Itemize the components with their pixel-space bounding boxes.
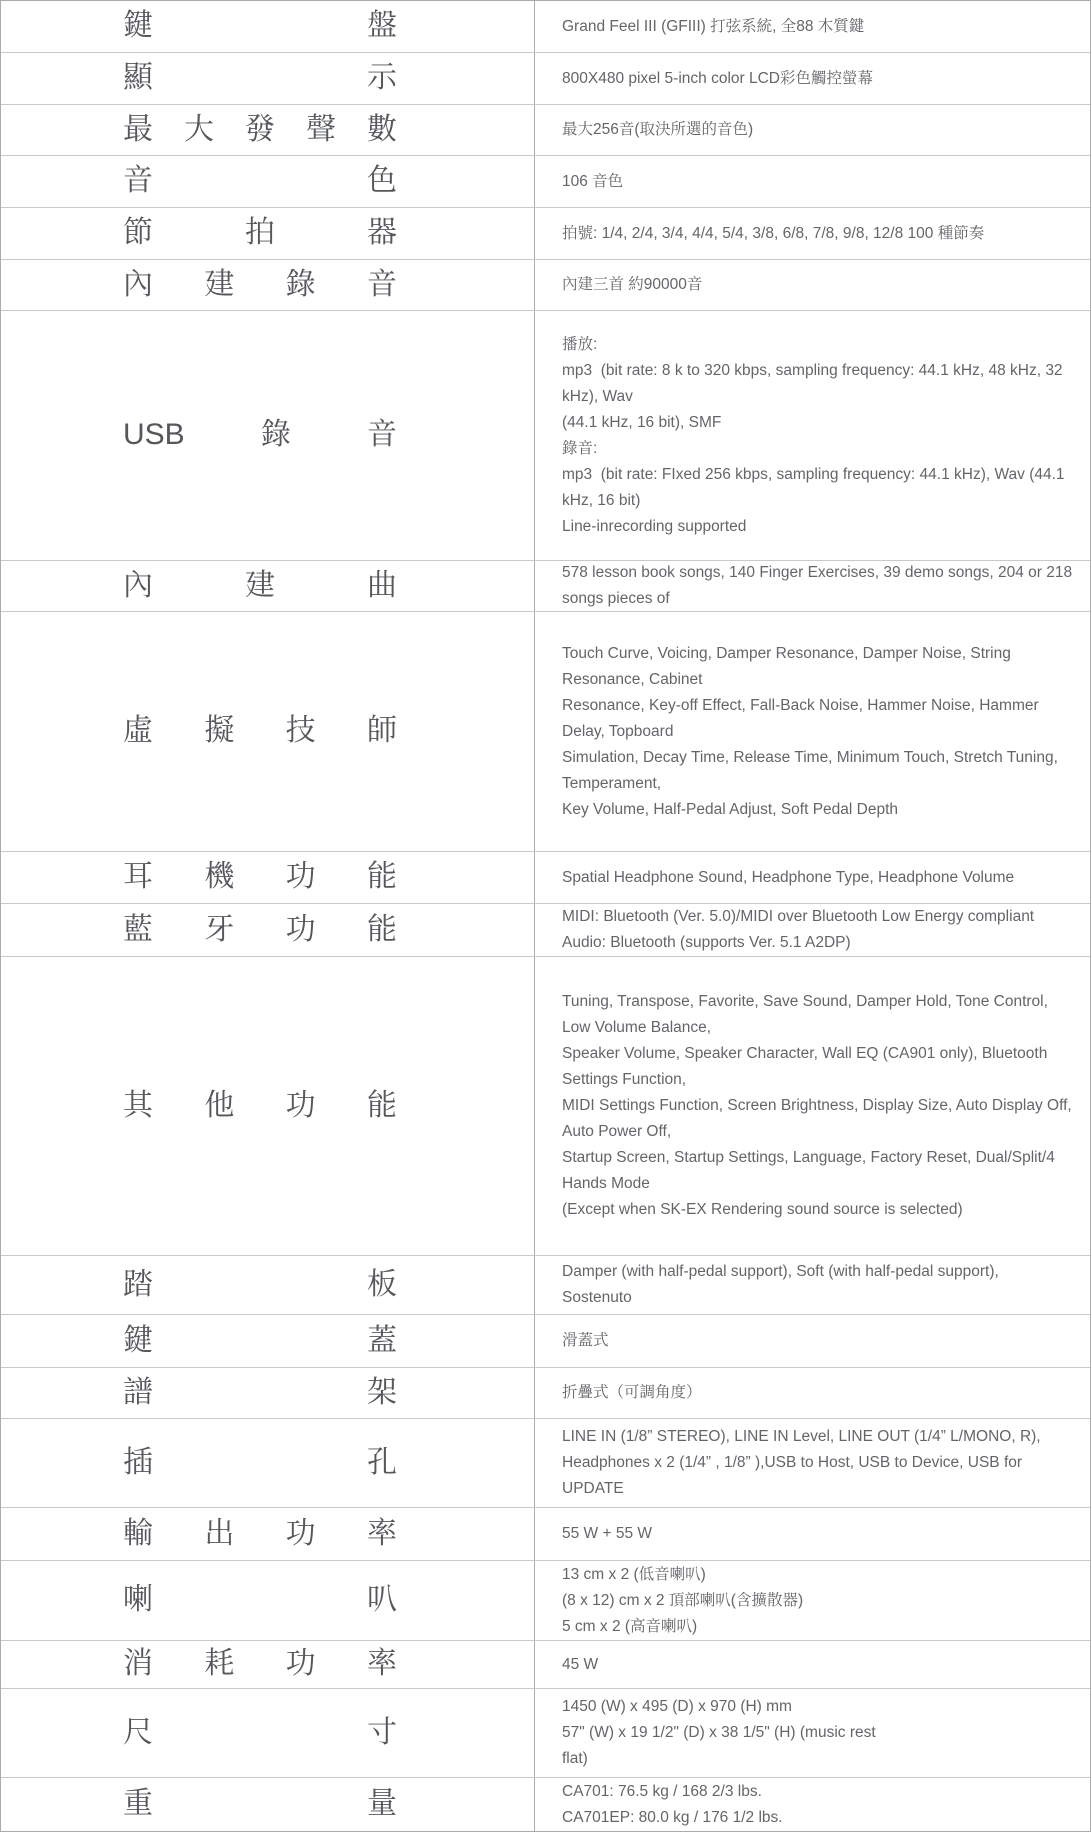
label-char: 盤 [367, 9, 397, 43]
label-char: 他 [204, 1088, 235, 1122]
spec-label [123, 1376, 397, 1411]
table-row [1, 1778, 1090, 1831]
spec-value-line: Resonance, Cabinet [562, 670, 703, 688]
table-row [1, 852, 1090, 904]
table-row [1, 311, 1090, 561]
spec-value-line: 1450 (W) x 495 (D) x 970 (H) mm [562, 1698, 792, 1715]
spec-value-cell [535, 957, 1090, 1255]
label-char: 出 [204, 1516, 235, 1550]
label-char: 能 [366, 860, 397, 894]
table-row [1, 1256, 1090, 1315]
label-char: 音 [366, 267, 397, 301]
spec-value-cell [535, 53, 1090, 104]
spec-label-cell [1, 904, 535, 956]
label-char: 功 [285, 1088, 316, 1122]
spec-value-line: MIDI Settings Function, Screen Brightness, Display Size, Auto Display Off, [562, 1097, 1072, 1114]
spec-label-cell [1, 852, 535, 903]
spec-value-line: 13 cm x 2 (低音喇叭) [562, 1565, 706, 1583]
spec-value-cell [535, 1641, 1090, 1688]
label-char: 建 [245, 568, 275, 602]
table-row [1, 1419, 1090, 1508]
table-row [1, 612, 1090, 852]
spec-value-line: kHz, 16 bit) [562, 491, 641, 509]
spec-label [123, 1716, 397, 1751]
spec-value-line: 滑蓋式 [562, 1332, 609, 1349]
table-row [1, 561, 1090, 612]
label-char: 內 [123, 267, 153, 301]
label-char: 最 [123, 112, 153, 146]
spec-label [123, 9, 397, 44]
label-char: 寸 [367, 1715, 397, 1749]
spec-value-line: 最大256音(取決所選的音色) [562, 121, 754, 138]
spec-value-cell [535, 904, 1090, 956]
spec-value-line: Speaker Volume, Speaker Character, Wall EQ (CA901 only), Bluetooth [562, 1045, 1048, 1062]
label-char: 叭 [367, 1583, 397, 1617]
spec-label [123, 569, 397, 604]
spec-value-line: 45 W [562, 1655, 599, 1673]
spec-value-cell [535, 1, 1090, 52]
spec-label-cell [1, 1419, 535, 1507]
label-char: 喇 [123, 1583, 153, 1617]
spec-value-line: 拍號: 1/4, 2/4, 3/4, 4/4, 5/4, 3/8, 6/8, 7/8, 9/8, 12/8 100 種節奏 [562, 224, 985, 242]
table-row [1, 156, 1090, 208]
spec-value-cell [535, 1315, 1090, 1367]
label-char: 藍 [123, 912, 153, 946]
label-char: 數 [367, 112, 397, 146]
label-char: 錄 [285, 267, 316, 301]
spec-value-cell [535, 1778, 1090, 1831]
table-row [1, 208, 1090, 260]
label-char: 蓋 [367, 1323, 397, 1357]
spec-label [123, 1268, 397, 1303]
spec-value-line: (44.1 kHz, 16 bit), SMF [562, 413, 722, 431]
spec-value-cell [535, 852, 1090, 903]
spec-label [123, 1647, 397, 1682]
spec-value-line: 55 W + 55 W [562, 1525, 653, 1542]
label-char: 聲 [306, 112, 336, 146]
spec-value-line: Audio: Bluetooth (supports Ver. 5.1 A2DP) [562, 934, 851, 951]
label-char: 拍 [245, 216, 275, 250]
label-char: 插 [123, 1445, 153, 1479]
spec-label-cell [1, 311, 535, 560]
label-char: 功 [285, 912, 316, 946]
spec-label-cell [1, 53, 535, 104]
label-char: 架 [367, 1375, 397, 1409]
label-char: 音 [367, 418, 397, 452]
spec-value-line: 折疊式（可調角度） [562, 1384, 702, 1401]
spec-value-line: Spatial Headphone Sound, Headphone Type, Headphone Volume [562, 868, 1015, 886]
spec-value-cell [535, 1689, 1090, 1777]
label-char: 功 [285, 1647, 316, 1681]
spec-value-line: CA701EP: 80.0 kg / 176 1/2 lbs. [562, 1808, 783, 1826]
spec-label [123, 418, 397, 453]
spec-value-line: UPDATE [562, 1480, 624, 1497]
spec-label [123, 714, 397, 749]
spec-value-cell [535, 260, 1090, 310]
spec-value-line: mp3 (bit rate: FIxed 256 kbps, sampling frequency: 44.1 kHz), Wav (44.1 [562, 465, 1065, 483]
label-char: 鍵 [123, 9, 153, 43]
spec-value-line: 106 音色 [562, 172, 624, 190]
spec-value-cell [535, 1256, 1090, 1314]
label-char: 耳 [123, 860, 153, 894]
spec-value-line: MIDI: Bluetooth (Ver. 5.0)/MIDI over Bluetooth Low Energy compliant [562, 908, 1035, 925]
label-char: 節 [123, 216, 153, 250]
spec-value-line: Delay, Topboard [562, 722, 674, 740]
spec-label-cell [1, 1778, 535, 1831]
spec-value-line: Grand Feel III (GFIII) 打弦系統, 全88 木質鍵 [562, 17, 865, 35]
label-char: 曲 [367, 568, 397, 602]
label-char: 輸 [123, 1516, 153, 1550]
spec-label-cell [1, 208, 535, 259]
spec-label [123, 913, 397, 948]
label-char: 率 [366, 1516, 397, 1550]
table-row [1, 957, 1090, 1256]
label-char: 師 [366, 714, 397, 748]
label-char: 尺 [123, 1715, 153, 1749]
spec-value-line: Resonance, Key-off Effect, Fall-Back Noise, Hammer Noise, Hammer [562, 696, 1039, 714]
table-row [1, 1508, 1090, 1561]
spec-value-line: 錄音: [562, 439, 598, 457]
label-char: 能 [366, 912, 397, 946]
spec-value-line: 578 lesson book songs, 140 Finger Exercises, 39 demo songs, 204 or 218 [562, 564, 1073, 581]
table-row [1, 260, 1090, 311]
spec-value-line: songs pieces of [562, 590, 670, 607]
spec-label-cell [1, 1368, 535, 1418]
label-char: 鍵 [123, 1323, 153, 1357]
spec-value-cell [535, 1561, 1090, 1640]
label-char: 功 [285, 1516, 316, 1550]
spec-value-line: 5 cm x 2 (高音喇叭) [562, 1617, 698, 1635]
label-char: USB [123, 418, 185, 452]
spec-value-cell [535, 208, 1090, 259]
label-char: 功 [285, 860, 316, 894]
spec-value-line: flat) [562, 1750, 588, 1767]
table-row [1, 1689, 1090, 1778]
table-row [1, 1, 1090, 53]
spec-value-line: (8 x 12) cm x 2 頂部喇叭(含擴散器) [562, 1591, 804, 1609]
label-char: 板 [367, 1267, 397, 1301]
table-row [1, 1641, 1090, 1689]
spec-value-cell [535, 1419, 1090, 1507]
spec-value-line: Temperament, [562, 774, 662, 792]
spec-label [123, 61, 397, 96]
spec-value-line: Low Volume Balance, [562, 1019, 712, 1036]
spec-value-line: Line-inrecording supported [562, 517, 747, 535]
spec-value-cell [535, 1368, 1090, 1418]
label-char: 擬 [204, 714, 235, 748]
spec-label [123, 113, 397, 148]
spec-value-line: 內建三首 約90000音 [562, 276, 703, 293]
spec-label [123, 164, 397, 199]
spec-value-line: Sostenuto [562, 1289, 632, 1306]
label-char: 色 [367, 164, 397, 198]
spec-label [123, 860, 397, 895]
label-char: 錄 [260, 418, 291, 452]
label-char: 孔 [367, 1445, 397, 1479]
spec-value-cell [535, 561, 1090, 611]
spec-label-cell [1, 612, 535, 851]
spec-value-line: Simulation, Decay Time, Release Time, Minimum Touch, Stretch Tuning, [562, 748, 1058, 766]
spec-value-cell [535, 105, 1090, 155]
label-char: 內 [123, 568, 153, 602]
spec-label [123, 1517, 397, 1552]
table-row [1, 53, 1090, 105]
label-char: 建 [204, 267, 235, 301]
spec-value-line: Tuning, Transpose, Favorite, Save Sound, Damper Hold, Tone Control, [562, 993, 1048, 1010]
label-char: 技 [285, 714, 316, 748]
spec-value-line: mp3 (bit rate: 8 k to 320 kbps, sampling frequency: 44.1 kHz, 48 kHz, 32 [562, 361, 1063, 379]
table-row [1, 1368, 1090, 1419]
spec-value-line: Damper (with half-pedal support), Soft (with half-pedal support), [562, 1263, 999, 1280]
spec-value-line: Settings Function, [562, 1071, 687, 1088]
label-char: 踏 [123, 1267, 153, 1301]
table-row [1, 904, 1090, 957]
spec-value-line: Startup Screen, Startup Settings, Language, Factory Reset, Dual/Split/4 [562, 1149, 1055, 1166]
spec-value-cell [535, 311, 1090, 560]
spec-value-line: 57" (W) x 19 1/2" (D) x 38 1/5" (H) (music rest [562, 1724, 876, 1741]
spec-label-cell [1, 156, 535, 207]
label-char: 機 [204, 860, 235, 894]
spec-value-line: Touch Curve, Voicing, Damper Resonance, Damper Noise, String [562, 644, 1011, 662]
label-char: 譜 [123, 1375, 153, 1409]
spec-label [123, 268, 397, 303]
label-char: 能 [366, 1088, 397, 1122]
spec-label-cell [1, 1315, 535, 1367]
spec-label-cell [1, 1508, 535, 1560]
spec-value-line: 800X480 pixel 5-inch color LCD彩色觸控螢幕 [562, 69, 873, 87]
label-char: 器 [367, 216, 397, 250]
spec-label-cell [1, 1641, 535, 1688]
spec-label [123, 1787, 397, 1822]
spec-label-cell [1, 260, 535, 310]
spec-label-cell [1, 561, 535, 611]
spec-value-cell [535, 612, 1090, 851]
label-char: 率 [366, 1647, 397, 1681]
spec-label [123, 1583, 397, 1618]
spec-label [123, 1446, 397, 1481]
label-char: 發 [245, 112, 275, 146]
spec-value-line: Key Volume, Half-Pedal Adjust, Soft Pedal Depth [562, 800, 899, 818]
label-char: 牙 [204, 912, 235, 946]
spec-value-line: Headphones x 2 (1/4” , 1/8” ),USB to Host, USB to Device, USB for [562, 1454, 1023, 1471]
spec-label-cell [1, 1, 535, 52]
spec-value-line: (Except when SK-EX Rendering sound source is selected) [562, 1201, 963, 1218]
spec-label [123, 216, 397, 251]
label-char: 虛 [123, 714, 153, 748]
spec-value-cell [535, 156, 1090, 207]
table-row [1, 1561, 1090, 1641]
label-char: 重 [123, 1787, 153, 1821]
spec-value-line: Hands Mode [562, 1175, 650, 1192]
spec-value-cell [535, 1508, 1090, 1560]
spec-value-line: kHz), Wav [562, 387, 633, 405]
label-char: 顯 [123, 61, 153, 95]
spec-value-line: CA701: 76.5 kg / 168 2/3 lbs. [562, 1782, 762, 1800]
spec-value-line: LINE IN (1/8” STEREO), LINE IN Level, LINE OUT (1/4” L/MONO, R), [562, 1428, 1041, 1445]
spec-value-line: 播放: [562, 335, 598, 353]
table-row [1, 1315, 1090, 1368]
label-char: 耗 [204, 1647, 235, 1681]
spec-label-cell [1, 105, 535, 155]
spec-value-line: Auto Power Off, [562, 1123, 672, 1140]
label-char: 消 [123, 1647, 153, 1681]
spec-label-cell [1, 1561, 535, 1640]
label-char: 量 [367, 1787, 397, 1821]
spec-label [123, 1089, 397, 1124]
label-char: 大 [184, 112, 214, 146]
spec-label-cell [1, 957, 535, 1255]
label-char: 示 [367, 61, 397, 95]
spec-label-cell [1, 1256, 535, 1314]
spec-label-cell [1, 1689, 535, 1777]
label-char: 音 [123, 164, 153, 198]
label-char: 其 [123, 1088, 153, 1122]
table-row [1, 105, 1090, 156]
spec-label [123, 1324, 397, 1359]
